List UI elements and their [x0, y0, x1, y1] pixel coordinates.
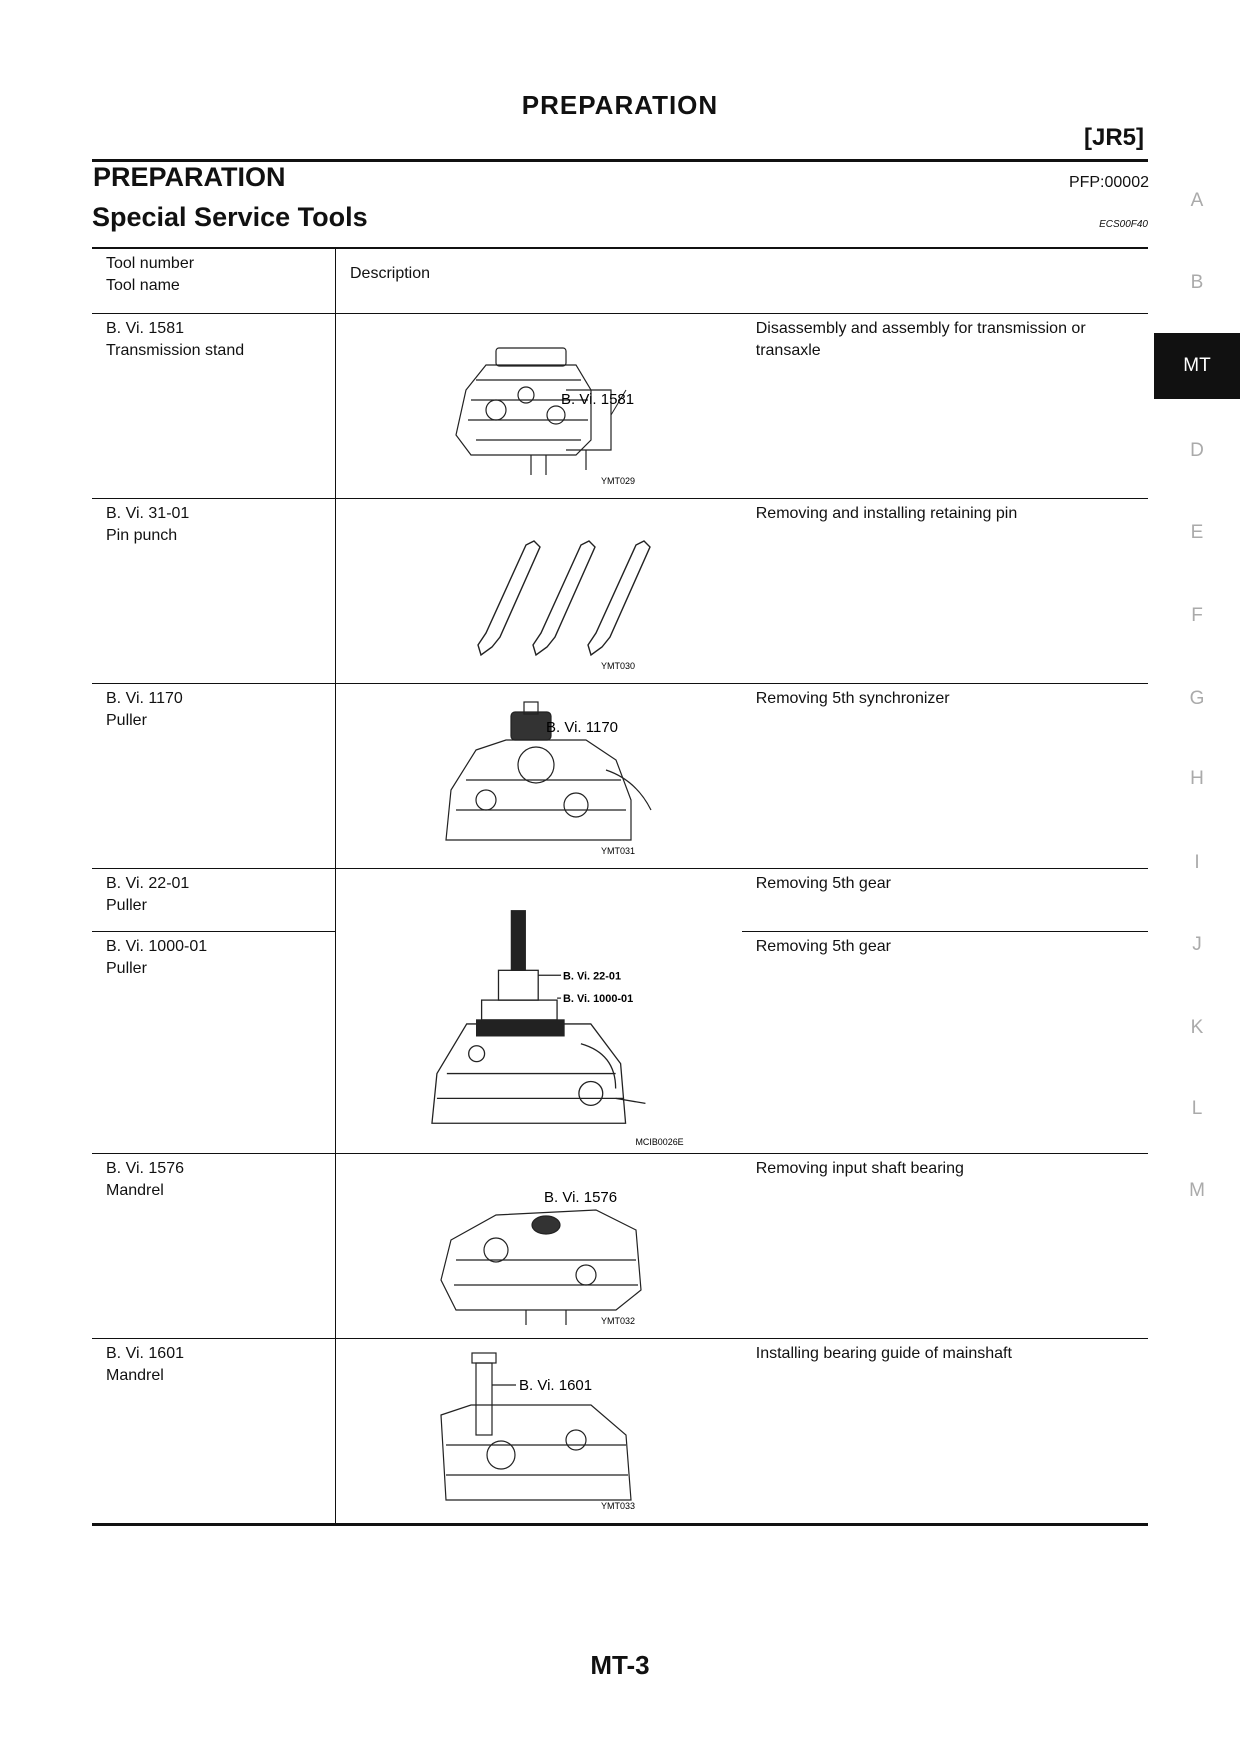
table-row	[92, 499, 1148, 684]
index-tab-g[interactable]: G	[1189, 688, 1205, 709]
tool-number: B. Vi. 22-01	[106, 875, 190, 892]
index-tab-m[interactable]: M	[1189, 1180, 1205, 1201]
mandrel-illustration	[376, 1345, 756, 1515]
tool-name: Mandrel	[106, 1367, 164, 1384]
figure-code: YMT029	[601, 476, 636, 486]
figure-code: YMT033	[601, 1501, 636, 1511]
tool-description: Removing 5th gear	[755, 938, 891, 955]
index-tab-l[interactable]: L	[1191, 1098, 1203, 1119]
illustration-cell	[336, 314, 742, 499]
table-row	[92, 314, 1148, 499]
tool-number: B. Vi. 1576	[106, 1160, 184, 1177]
tool-description: Removing input shaft bearing	[755, 1160, 964, 1177]
tool-description: Removing and installing retaining pin	[755, 505, 1018, 522]
index-tab-a[interactable]: A	[1190, 190, 1204, 211]
index-tab-e[interactable]: E	[1190, 522, 1204, 543]
description-cell	[742, 1154, 1148, 1339]
table-row	[92, 684, 1148, 869]
header-tool-cell	[92, 248, 336, 314]
ecs-code: ECS00F40	[1099, 219, 1148, 230]
table-row	[92, 869, 1148, 1154]
description-cell	[742, 1339, 1148, 1525]
tool-number: B. Vi. 31-01	[106, 505, 190, 522]
pin-punch-illustration	[376, 505, 756, 675]
description-cell	[742, 684, 1148, 869]
figure-code: YMT030	[601, 661, 636, 671]
tool-name: Puller	[106, 712, 147, 729]
description-sub-row	[742, 869, 1148, 932]
index-tab-i[interactable]: I	[1194, 852, 1200, 873]
index-tab-d[interactable]: D	[1190, 440, 1204, 461]
tool-description: Removing 5th synchronizer	[755, 690, 950, 707]
tool-sub-row	[92, 869, 335, 932]
tool-name: Puller	[106, 897, 147, 914]
tool-number: B. Vi. 1000-01	[106, 938, 208, 955]
mandrel-illustration	[376, 1160, 756, 1330]
figure-code: YMT031	[601, 846, 636, 856]
description-cell	[742, 499, 1148, 684]
table-row	[92, 1154, 1148, 1339]
tool-cell	[92, 684, 336, 869]
figure-code: YMT032	[601, 1316, 636, 1326]
index-tab-j[interactable]: J	[1192, 934, 1202, 955]
header-description: Description	[350, 265, 431, 282]
tool-name: Transmission stand	[106, 342, 245, 359]
index-tab-b[interactable]: B	[1190, 272, 1204, 293]
tool-description: Disassembly and assembly for transmission or transaxle	[755, 320, 1086, 359]
tool-cell	[92, 1339, 336, 1525]
tool-cell	[92, 314, 336, 499]
illustration-cell	[336, 869, 742, 1154]
figure-callout: B. Vi. 1170	[546, 719, 618, 736]
page-title: PREPARATION	[521, 90, 719, 120]
tool-description: Removing 5th gear	[755, 875, 891, 892]
subsection-heading: Special Service Tools	[92, 202, 368, 232]
description-cell	[742, 314, 1148, 499]
special-service-tools-table	[92, 247, 1148, 1526]
index-tab-mt[interactable]: MT	[1154, 333, 1240, 399]
tool-number: B. Vi. 1601	[106, 1345, 184, 1362]
transmission-stand-illustration	[376, 320, 756, 490]
gear-puller-illustration	[376, 875, 756, 1153]
tool-number: B. Vi. 1581	[106, 320, 184, 337]
page-number: MT-3	[590, 1650, 650, 1680]
figure-callout: B. Vi. 1000-01	[563, 993, 634, 1006]
pfp-code: PFP:00002	[1068, 174, 1149, 191]
tool-name: Mandrel	[106, 1182, 164, 1199]
section-code: [JR5]	[1083, 124, 1144, 151]
tool-cell-group	[92, 869, 336, 1154]
index-tab-f[interactable]: F	[1191, 605, 1203, 626]
header-tool-number: Tool number	[106, 255, 195, 272]
figure-callout: B. Vi. 1601	[519, 1377, 593, 1394]
figure-callout: B. Vi. 22-01	[563, 970, 622, 983]
illustration-cell	[336, 499, 742, 684]
header-tool-name: Tool name	[106, 277, 180, 294]
tool-name: Puller	[106, 960, 147, 977]
tool-cell	[92, 499, 336, 684]
tool-name: Pin punch	[106, 527, 178, 544]
tool-sub-row	[92, 932, 335, 984]
table-row	[92, 1339, 1148, 1525]
tool-description: Installing bearing guide of mainshaft	[755, 1345, 1012, 1362]
description-cell-group	[742, 869, 1148, 1154]
index-tab-h[interactable]: H	[1190, 768, 1204, 789]
tool-cell	[92, 1154, 336, 1339]
illustration-cell	[336, 1339, 742, 1525]
description-sub-row	[742, 932, 1148, 962]
section-heading: PREPARATION	[93, 162, 286, 192]
table-header-row	[92, 248, 1148, 314]
figure-callout: B. Vi. 1576	[544, 1189, 618, 1206]
illustration-cell	[336, 684, 742, 869]
puller-illustration	[376, 690, 756, 860]
tool-number: B. Vi. 1170	[106, 690, 183, 707]
index-tab-k[interactable]: K	[1190, 1017, 1204, 1038]
header-description-cell	[336, 248, 1149, 314]
figure-code: MCIB0026E	[635, 1137, 684, 1148]
illustration-cell	[336, 1154, 742, 1339]
figure-callout: B. Vi. 1581	[561, 391, 635, 408]
